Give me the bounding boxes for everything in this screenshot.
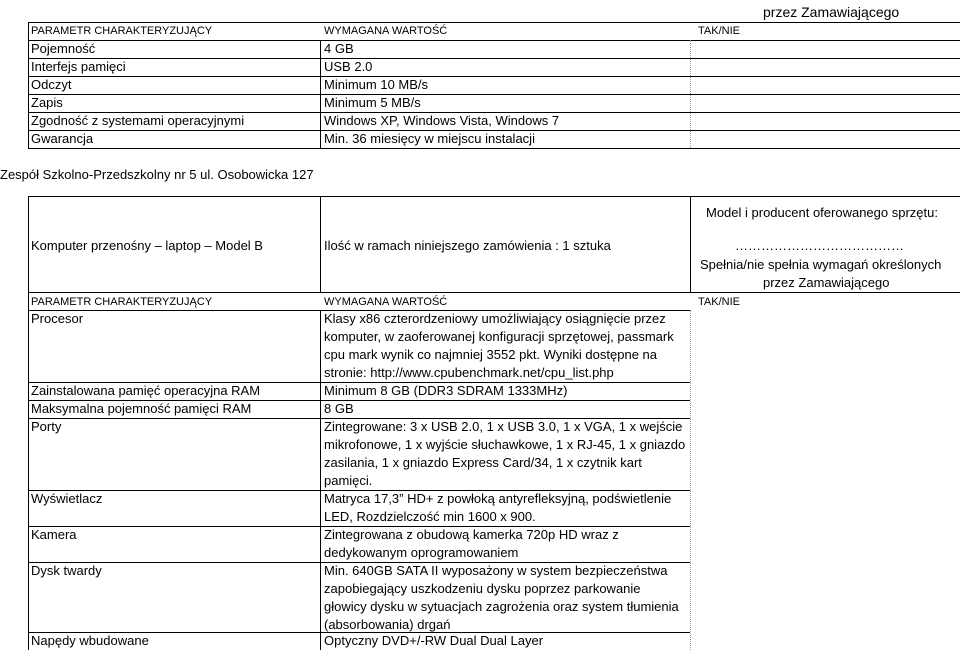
rule (28, 148, 960, 149)
top-header-param: PARAMETR CHARAKTERYZUJĄCY (31, 25, 213, 37)
row-param: Kamera (31, 527, 77, 542)
row-param: Maksymalna pojemność pamięci RAM (31, 401, 252, 416)
row-value-line: 8 GB (324, 401, 354, 416)
top-row-param: Odczyt (31, 77, 72, 92)
top-header-required: WYMAGANA WARTOŚĆ (324, 25, 448, 37)
rule (28, 40, 960, 41)
school-name: Zespół Szkolno-Przedszkolny nr 5 ul. Osobowicka 127 (0, 167, 314, 182)
header-yesno: TAK/NIE (698, 296, 740, 308)
row-value-line: komputer, w zaoferowanej konfiguracji sprzętowej, passmark (324, 329, 674, 344)
rule (28, 22, 29, 148)
rule (28, 196, 29, 650)
rule (690, 40, 691, 148)
row-value-line: Zintegrowane: 3 x USB 2.0, 1 x USB 3.0, 1 x VGA, 1 x wejście (324, 419, 683, 434)
rule (28, 58, 960, 59)
row-value-line: Zintegrowana z obudową kamerka 720p HD wraz z (324, 527, 619, 542)
top-row-param: Zapis (31, 95, 63, 110)
top-row-value: Windows XP, Windows Vista, Windows 7 (324, 113, 560, 128)
header-param: PARAMETR CHARAKTERYZUJĄCY (31, 296, 213, 308)
model-label: Model i producent oferowanego sprzętu: (706, 205, 938, 220)
compliance-line-2: przez Zamawiającego (763, 275, 890, 290)
row-value-line: Minimum 8 GB (DDR3 SDRAM 1333MHz) (324, 383, 568, 398)
rule (690, 310, 691, 650)
row-value-line: LED, Rozdzielczość min 1600 x 900. (324, 509, 536, 524)
rule (690, 196, 691, 292)
top-row-value: Min. 36 miesięcy w miejscu instalacji (324, 131, 535, 146)
row-param: Procesor (31, 311, 84, 326)
top-row-value: 4 GB (324, 41, 354, 56)
row-value-line: zasilania, 1 x gniazdo Express Card/34, 1 x czytnik kart (324, 455, 642, 470)
row-value-line: Matryca 17,3” HD+ z powłoką antyrefleksyjną, podświetlenie (324, 491, 672, 506)
header-required: WYMAGANA WARTOŚĆ (324, 296, 448, 308)
compliance-line-1: Spełnia/nie spełnia wymagań określonych (700, 257, 942, 272)
rule (28, 94, 960, 95)
row-value-line: Klasy x86 czterordzeniowy umożliwiający osiągnięcie przez (324, 311, 666, 326)
row-value-line: Optyczny DVD+/-RW Dual Dual Layer (324, 633, 544, 648)
row-value-line: Min. 640GB SATA II wyposażony w system bezpieczeństwa (324, 563, 668, 578)
top-header-yesno: TAK/NIE (698, 25, 740, 37)
row-param: Dysk twardy (31, 563, 102, 578)
rule (320, 40, 321, 148)
top-row-value: Minimum 5 MB/s (324, 95, 421, 110)
top-row-value: Minimum 10 MB/s (324, 77, 429, 92)
row-value-line: stronie: http://www.cpubenchmark.net/cpu_list.php (324, 365, 614, 380)
row-value-line: głowicy dysku w sytuacjach zagrożenia oraz system tłumienia (324, 599, 679, 614)
rule (28, 76, 960, 77)
row-param: Zainstalowana pamięć operacyjna RAM (31, 383, 261, 398)
top-row-value: USB 2.0 (324, 59, 373, 74)
row-value-line: mikrofonowe, 1 x wyjście słuchawkowe, 1 x RJ-45, 1 x gniazdo (324, 437, 686, 452)
row-param: Napędy wbudowane (31, 633, 149, 648)
top-row-param: Interfejs pamięci (31, 59, 126, 74)
top-row-param: Zgodność z systemami operacyjnymi (31, 113, 245, 128)
rule (320, 310, 321, 650)
product-title: Komputer przenośny – laptop – Model B (31, 238, 263, 253)
model-dots: ………………………………… (735, 238, 904, 253)
row-value-line: zapobiegający uszkodzeniu dysku poprzez parkowanie (324, 581, 641, 596)
rule (320, 196, 321, 292)
row-param: Wyświetlacz (31, 491, 103, 506)
top-row-param: Gwarancja (31, 131, 94, 146)
row-param: Porty (31, 419, 62, 434)
rule (28, 196, 960, 197)
top-header-right: przez Zamawiającego (763, 4, 900, 20)
row-value-line: pamięci. (324, 473, 373, 488)
top-row-param: Pojemność (31, 41, 96, 56)
row-value-line: dedykowanym oprogramowaniem (324, 545, 519, 560)
row-value-line: (absorbowania) drgań (324, 617, 451, 632)
row-value-line: cpu mark wynik co najmniej 3552 pkt. Wyniki dostępne na (324, 347, 657, 362)
quantity-label: Ilość w ramach niniejszego zamówienia : 1 sztuka (324, 238, 611, 253)
